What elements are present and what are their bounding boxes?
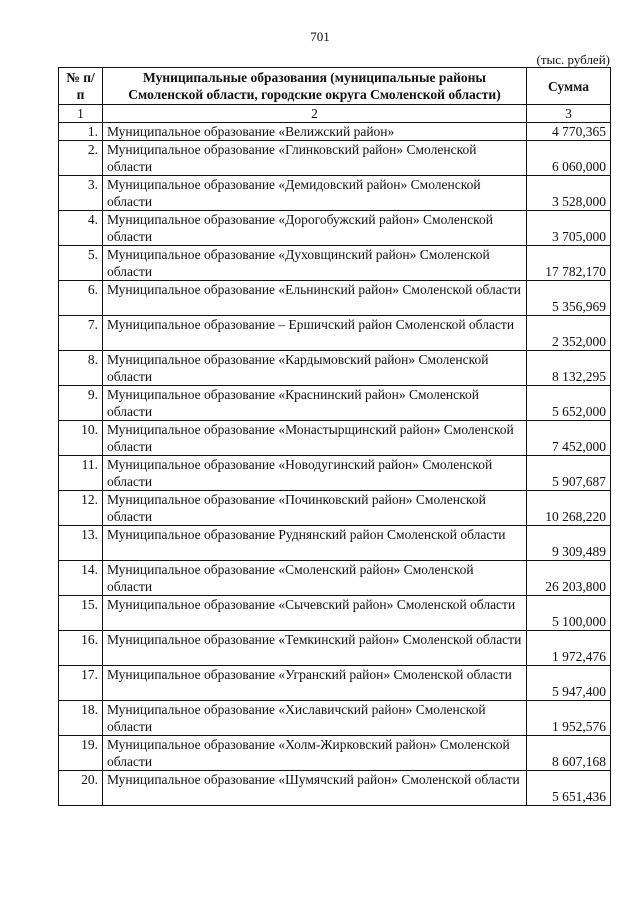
table-row (59, 351, 611, 386)
row-number: 20. (59, 771, 103, 806)
row-number: 15. (59, 596, 103, 631)
row-number: 14. (59, 561, 103, 596)
row-number: 18. (59, 701, 103, 736)
table-row (59, 421, 611, 456)
table-row (59, 666, 611, 701)
row-sum: 5 907,687 (527, 456, 611, 491)
row-number: 16. (59, 631, 103, 666)
row-number: 10. (59, 421, 103, 456)
row-sum: 5 100,000 (527, 596, 611, 631)
table-row (59, 281, 611, 316)
row-number: 13. (59, 526, 103, 561)
table-row (59, 491, 611, 526)
table-row (59, 176, 611, 211)
row-number: 4. (59, 211, 103, 246)
municipality-name: Муниципальное образование – Ершичский район Смоленской области (103, 316, 527, 351)
row-number: 11. (59, 456, 103, 491)
budget-table (58, 67, 611, 806)
table-row (59, 141, 611, 176)
table-row (59, 386, 611, 421)
municipality-name: Муниципальное образование «Новодугинский район» Смоленской области (103, 456, 527, 491)
header-sum: Сумма (527, 68, 611, 105)
municipality-name: Муниципальное образование «Сычевский район» Смоленской области (103, 596, 527, 631)
row-sum: 8 132,295 (527, 351, 611, 386)
municipality-name: Муниципальное образование «Починковский район» Смоленской области (103, 491, 527, 526)
units-label: (тыс. рублей) (536, 52, 610, 67)
row-sum: 9 309,489 (527, 526, 611, 561)
row-sum: 5 947,400 (527, 666, 611, 701)
column-number-row (59, 105, 611, 123)
row-number: 9. (59, 386, 103, 421)
row-number: 6. (59, 281, 103, 316)
row-sum: 5 356,969 (527, 281, 611, 316)
table-row (59, 526, 611, 561)
row-sum: 7 452,000 (527, 421, 611, 456)
table-row (59, 316, 611, 351)
row-number: 3. (59, 176, 103, 211)
page-number: 701 (310, 29, 330, 44)
municipality-name: Муниципальное образование «Хиславичский район» Смоленской области (103, 701, 527, 736)
row-sum: 4 770,365 (527, 123, 611, 141)
row-sum: 1 952,576 (527, 701, 611, 736)
table-row (59, 631, 611, 666)
table-row (59, 701, 611, 736)
row-number: 8. (59, 351, 103, 386)
municipality-name: Муниципальное образование «Угранский район» Смоленской области (103, 666, 527, 701)
row-sum: 5 652,000 (527, 386, 611, 421)
row-sum: 10 268,220 (527, 491, 611, 526)
table-row (59, 771, 611, 806)
row-sum: 5 651,436 (527, 771, 611, 806)
row-sum: 6 060,000 (527, 141, 611, 176)
municipality-name: Муниципальное образование «Глинковский район» Смоленской области (103, 141, 527, 176)
column-number: 2 (103, 105, 527, 123)
table-row (59, 456, 611, 491)
municipality-name: Муниципальное образование «Монастырщинский район» Смоленской области (103, 421, 527, 456)
table-row (59, 736, 611, 771)
column-number: 3 (527, 105, 611, 123)
row-sum: 17 782,170 (527, 246, 611, 281)
table-row (59, 123, 611, 141)
municipality-name: Муниципальное образование «Духовщинский район» Смоленской области (103, 246, 527, 281)
column-number: 1 (59, 105, 103, 123)
row-sum: 3 705,000 (527, 211, 611, 246)
table-row (59, 246, 611, 281)
table-row (59, 561, 611, 596)
row-number: 1. (59, 123, 103, 141)
municipality-name: Муниципальное образование «Смоленский район» Смоленской области (103, 561, 527, 596)
municipality-name: Муниципальное образование «Кардымовский район» Смоленской области (103, 351, 527, 386)
municipality-name: Муниципальное образование «Темкинский район» Смоленской области (103, 631, 527, 666)
header-num: № п/п (59, 68, 103, 105)
municipality-name: Муниципальное образование Руднянский район Смоленской области (103, 526, 527, 561)
table-header-row (59, 68, 611, 105)
municipality-name: Муниципальное образование «Холм-Жирковский район» Смоленской области (103, 736, 527, 771)
row-sum: 3 528,000 (527, 176, 611, 211)
municipality-name: Муниципальное образование «Дорогобужский район» Смоленской области (103, 211, 527, 246)
row-sum: 26 203,800 (527, 561, 611, 596)
row-number: 12. (59, 491, 103, 526)
row-number: 19. (59, 736, 103, 771)
row-number: 2. (59, 141, 103, 176)
municipality-name: Муниципальное образование «Велижский район» (103, 123, 527, 141)
table-row (59, 596, 611, 631)
row-sum: 1 972,476 (527, 631, 611, 666)
municipality-name: Муниципальное образование «Шумячский район» Смоленской области (103, 771, 527, 806)
row-sum: 8 607,168 (527, 736, 611, 771)
row-sum: 2 352,000 (527, 316, 611, 351)
row-number: 5. (59, 246, 103, 281)
row-number: 7. (59, 316, 103, 351)
table-row (59, 211, 611, 246)
municipality-name: Муниципальное образование «Ельнинский район» Смоленской области (103, 281, 527, 316)
row-number: 17. (59, 666, 103, 701)
header-name: Муниципальные образования (муниципальные районы Смоленской области, городские округа Смоленской области) (103, 68, 527, 105)
municipality-name: Муниципальное образование «Краснинский район» Смоленской области (103, 386, 527, 421)
municipality-name: Муниципальное образование «Демидовский район» Смоленской области (103, 176, 527, 211)
